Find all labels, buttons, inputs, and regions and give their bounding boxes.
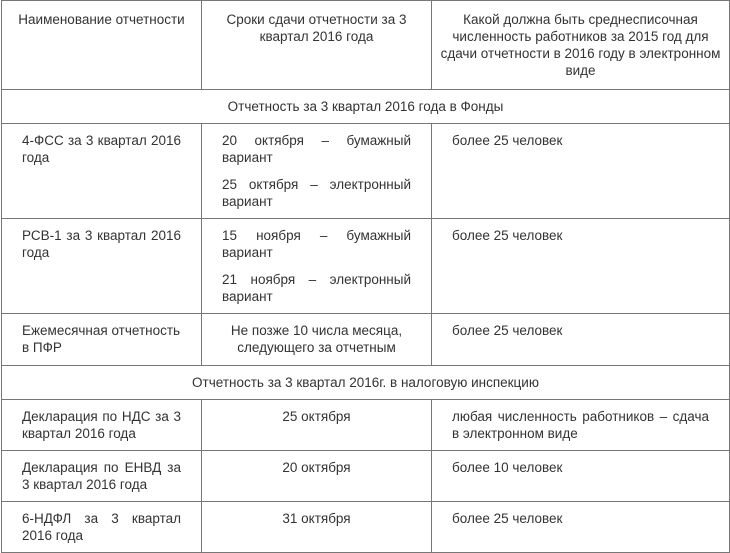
deadline-text: 25 октября – электронный вариант [222, 177, 411, 209]
section-row-funds [2, 90, 730, 124]
section-row-tax [2, 366, 730, 400]
section-title: Отчетность за 3 квартал 2016г. в налоговую инспекцию [2, 366, 730, 400]
table-row [2, 451, 730, 502]
headcount-cell: более 25 человек [432, 219, 730, 314]
headcount-cell: более 25 человек [432, 314, 730, 366]
deadline-text: 15 ноября – бумажный вариант [222, 228, 411, 260]
report-name-cell: Декларация по ЕНВД за 3 квартал 2016 года [2, 451, 202, 502]
headcount-cell: более 25 человек [432, 502, 730, 553]
report-name-cell: 4-ФСС за 3 квартал 2016 года [2, 124, 202, 219]
table-row [2, 219, 730, 314]
table-row [2, 400, 730, 451]
header-report-name: Наименование отчетности [2, 1, 202, 90]
section-title: Отчетность за 3 квартал 2016 года в Фонды [2, 90, 730, 124]
deadline-cell [202, 124, 432, 219]
table-row [2, 502, 730, 553]
deadline-cell [202, 219, 432, 314]
report-name-cell: Ежемесячная отчетность в ПФР [2, 314, 202, 366]
reporting-deadlines-table [1, 0, 730, 553]
deadline-text: 21 ноября – электронный вариант [222, 272, 411, 304]
report-name-cell: 6-НДФЛ за 3 квартал 2016 года [2, 502, 202, 553]
headcount-cell: более 10 человек [432, 451, 730, 502]
deadline-cell: 31 октября [202, 502, 432, 553]
report-name-cell: РСВ-1 за 3 квартал 2016 года [2, 219, 202, 314]
table-row [2, 124, 730, 219]
deadline-cell: 20 октября [202, 451, 432, 502]
deadline-cell: 25 октября [202, 400, 432, 451]
deadline-text: 20 октября – бумажный вариант [222, 133, 411, 165]
header-deadlines: Сроки сдачи отчетности за 3 квартал 2016 года [202, 1, 432, 90]
headcount-cell: любая численность работников – сдача в электронном виде [432, 400, 730, 451]
report-name-cell: Декларация по НДС за 3 квартал 2016 года [2, 400, 202, 451]
headcount-cell: более 25 человек [432, 124, 730, 219]
table-row [2, 314, 730, 366]
header-headcount: Какой должна быть среднесписочная численность работников за 2015 год для сдачи отчетности в 2016 году в электронном виде [432, 1, 730, 90]
header-row [2, 1, 730, 90]
deadline-cell: Не позже 10 числа месяца, следующего за отчетным [202, 314, 432, 366]
